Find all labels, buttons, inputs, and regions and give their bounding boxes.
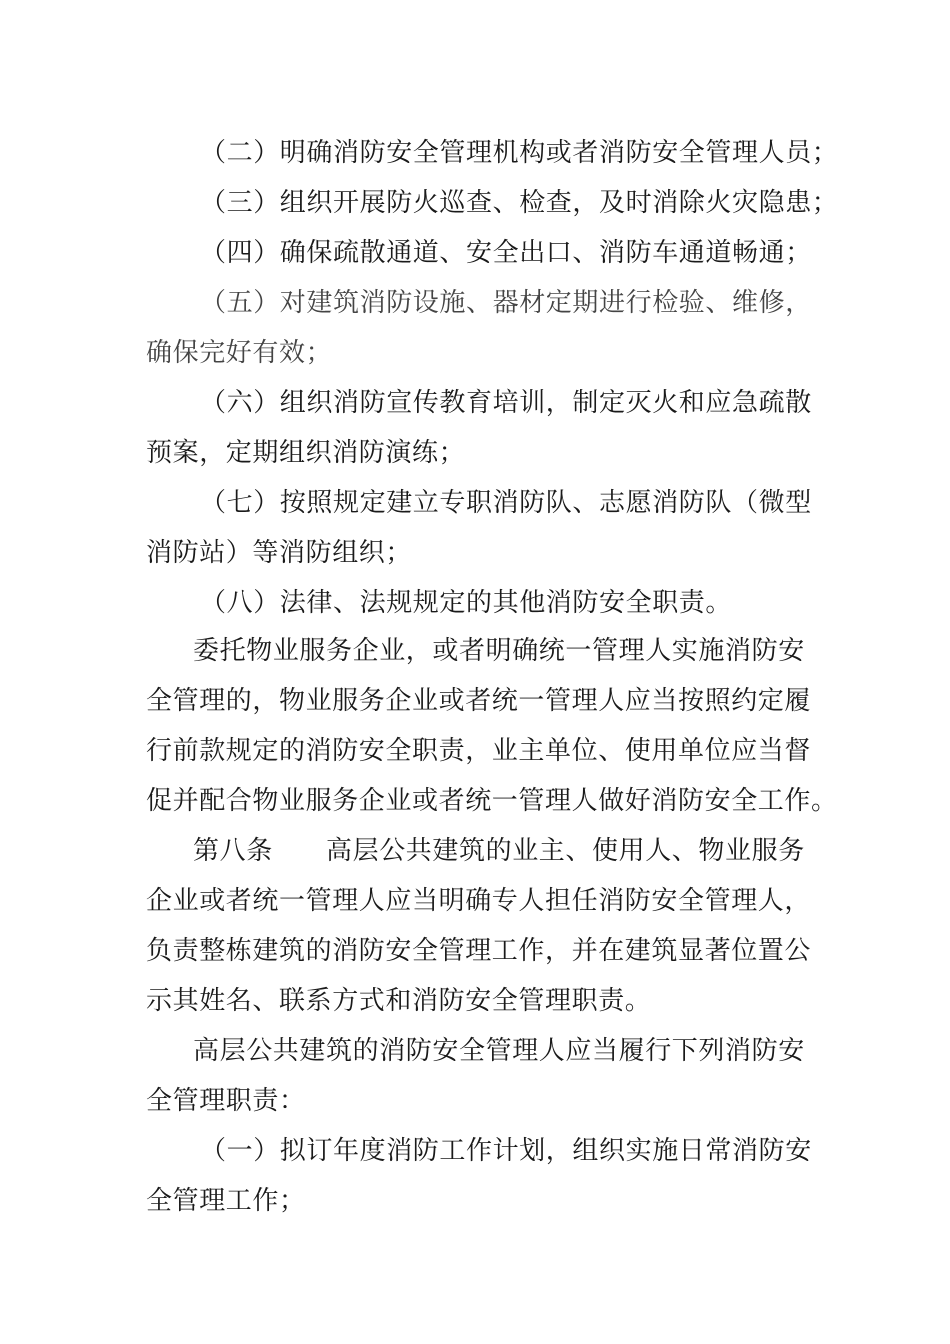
paragraph-delegation-line-2: 全管理的，物业服务企业或者统一管理人应当按照约定履 bbox=[146, 686, 812, 716]
list-item-8: （八）法律、法规规定的其他消防安全职责。 bbox=[200, 588, 733, 618]
list-item-5-continuation: 确保完好有效； bbox=[146, 338, 333, 368]
list-item-7: （七）按照规定建立专职消防队、志愿消防队（微型 bbox=[200, 488, 812, 518]
paragraph-manager-duties-line-2: 全管理职责： bbox=[146, 1086, 306, 1116]
list-item-6-continuation: 预案，定期组织消防演练； bbox=[146, 438, 466, 468]
list-item-4: （四）确保疏散通道、安全出口、消防车通道畅通； bbox=[200, 238, 812, 268]
paragraph-delegation: 委托物业服务企业，或者明确统一管理人实施消防安 bbox=[193, 636, 805, 666]
list-item-3: （三）组织开展防火巡查、检查，及时消除火灾隐患； bbox=[200, 188, 839, 218]
list-item-7-continuation: 消防站）等消防组织； bbox=[146, 538, 413, 568]
paragraph-delegation-line-4: 促并配合物业服务企业或者统一管理人做好消防安全工作。 bbox=[146, 786, 838, 816]
article-8-line-3: 负责整栋建筑的消防安全管理工作，并在建筑显著位置公 bbox=[146, 936, 812, 966]
list-item-6: （六）组织消防宣传教育培训，制定灭火和应急疏散 bbox=[200, 388, 812, 418]
list-item-1-continuation: 全管理工作； bbox=[146, 1186, 306, 1216]
article-8-line-2: 企业或者统一管理人应当明确专人担任消防安全管理人， bbox=[146, 886, 812, 916]
paragraph-delegation-line-3: 行前款规定的消防安全职责，业主单位、使用单位应当督 bbox=[146, 736, 812, 766]
paragraph-manager-duties: 高层公共建筑的消防安全管理人应当履行下列消防安 bbox=[193, 1036, 805, 1066]
list-item-2: （二）明确消防安全管理机构或者消防安全管理人员； bbox=[200, 138, 839, 168]
article-8-heading: 第八条 高层公共建筑的业主、使用人、物业服务 bbox=[193, 836, 805, 866]
article-8-line-4: 示其姓名、联系方式和消防安全管理职责。 bbox=[146, 986, 652, 1016]
list-item-1: （一）拟订年度消防工作计划，组织实施日常消防安 bbox=[200, 1136, 812, 1166]
list-item-5: （五）对建筑消防设施、器材定期进行检验、维修， bbox=[200, 288, 812, 318]
